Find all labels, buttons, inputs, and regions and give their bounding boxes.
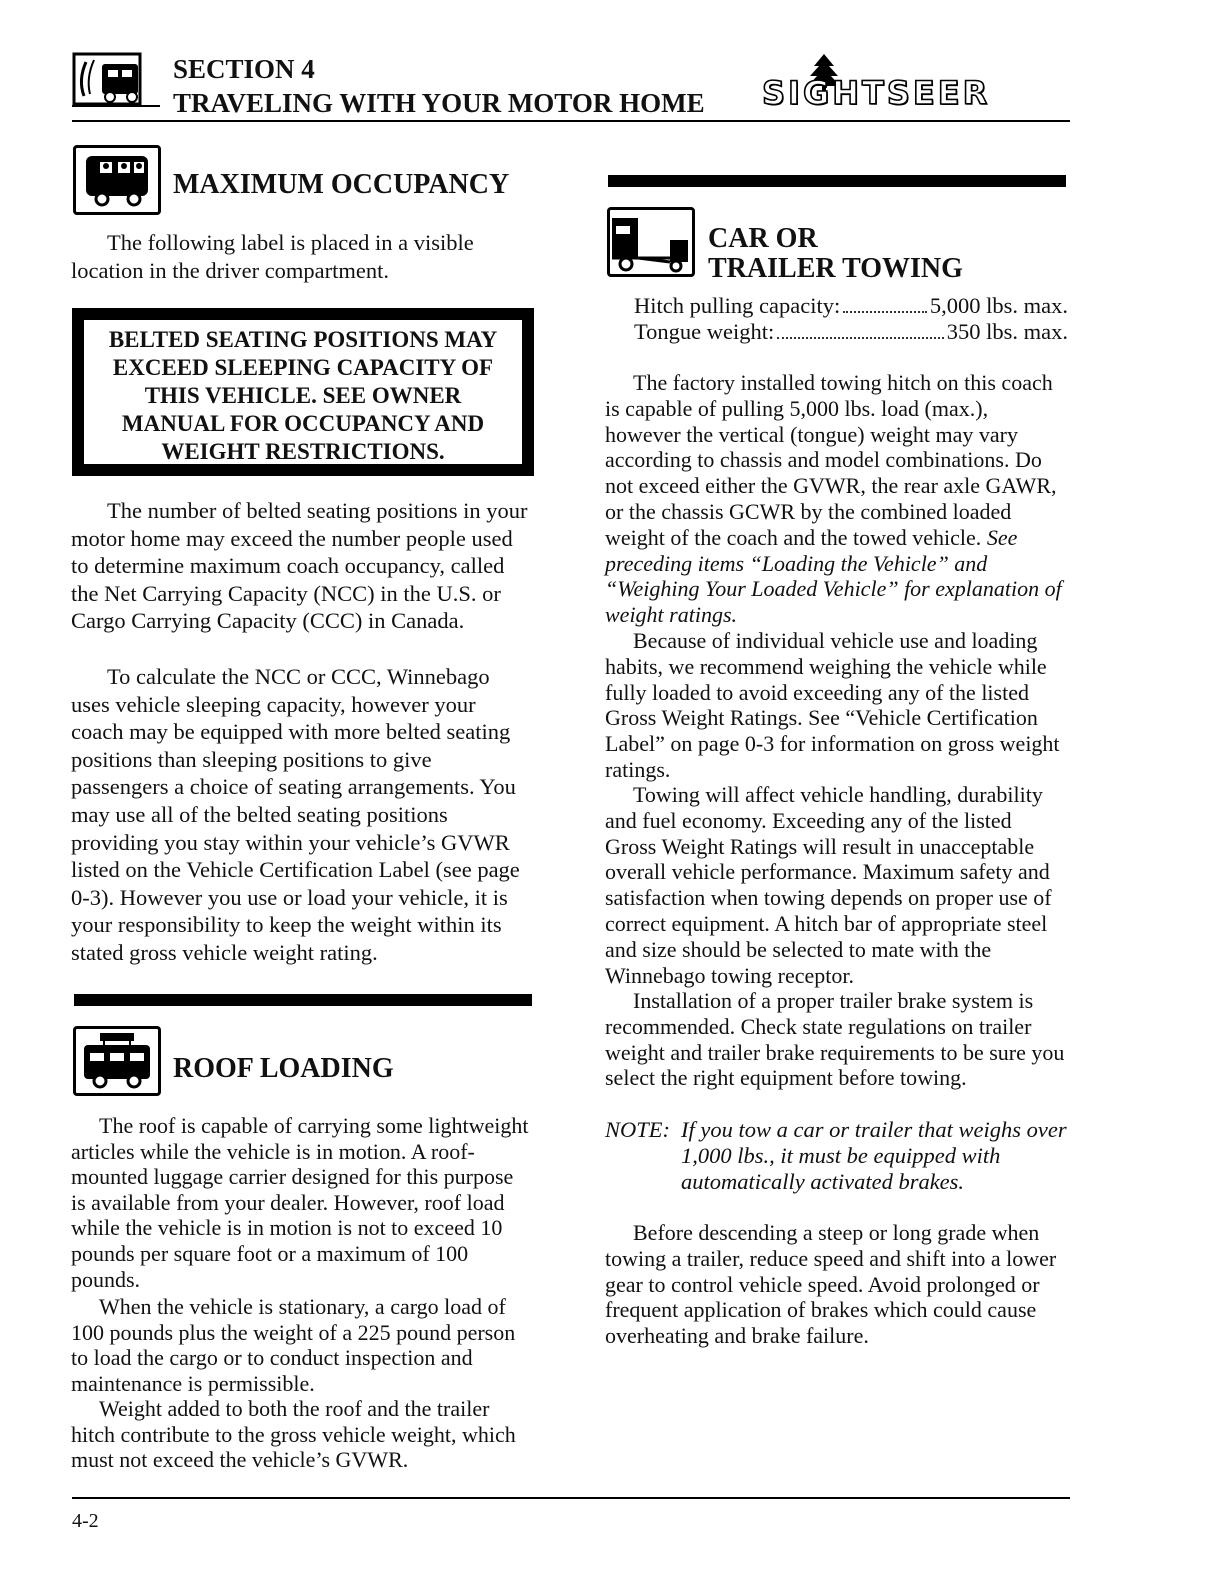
spec-row-tongue xyxy=(634,319,1068,345)
note-label: NOTE: xyxy=(605,1117,671,1142)
occupancy-paragraph-2: To calculate the NCC or CCC, Winnebago uses vehicle sleeping capacity, however your coach may be equipped with more belted seating positions than sleeping positions to give passengers a choice of seating arrangements. You may use all of the belted seating positions providing you stay within your vehicle’s GVWR listed on the Vehicle Certification Label (see page 0-3). However you use or load your vehicle, it is your responsibility to keep the weight within its stated gross vehicle weight rating. xyxy=(71,664,520,965)
section-divider-left xyxy=(74,994,532,1006)
motorhome-icon xyxy=(72,50,160,108)
logo-wordmark: SIGHTSEER xyxy=(762,74,991,112)
roof-paragraph-1: The roof is capable of carrying some lightweight articles while the vehicle is in motion. A roof-mounted luggage carrier designed for this purpose is available from your dealer. However, roof load while the vehicle is in motion is not to exceed 10 pounds per square foot or a maximum of 100 pounds. xyxy=(71,1113,529,1292)
footer-rule xyxy=(72,1497,1070,1499)
spec-label: Hitch pulling capacity: xyxy=(634,293,841,318)
roof-heading: ROOF LOADING xyxy=(173,1053,394,1084)
occupancy-heading: MAXIMUM OCCUPANCY xyxy=(173,169,510,200)
towing-paragraph-4: Installation of a proper trailer brake system is recommended. Check state regulations on trailer weight and trailer brake requirements to be sure you select the right equipment before towing. xyxy=(605,988,1065,1091)
header-rule xyxy=(72,120,1070,122)
spec-value: 5,000 lbs. max. xyxy=(929,293,1068,318)
leader-dots xyxy=(843,311,927,313)
roof-paragraph-3: Weight added to both the roof and the trailer hitch contribute to the gross vehicle weight, which must not exceed the vehicle’s GVWR. xyxy=(71,1396,516,1473)
page-title: TRAVELING WITH YOUR MOTOR HOME xyxy=(173,88,705,118)
towing-paragraph-1-reference: See preceding items “Loading the Vehicle” and “Weighing Your Loaded Vehicle” for explanation of weight ratings. xyxy=(605,524,1062,628)
brand-logo xyxy=(762,52,1072,114)
towing-icon-box xyxy=(607,207,695,277)
roof-icon-box xyxy=(73,1026,161,1096)
occupancy-paragraph-1: The number of belted seating positions in your motor home may exceed the number people used to determine maximum coach occupancy, called the Net Carrying Capacity (NCC) in the U.S. or Cargo Carrying Capacity (CCC) in Canada. xyxy=(71,498,528,634)
towing-paragraph-5: Before descending a steep or long grade when towing a trailer, reduce speed and shift into a lower gear to control vehicle speed. Avoid prolonged or frequent application of brakes which could cause overheating and brake failure. xyxy=(605,1220,1057,1349)
spec-row-hitch xyxy=(634,293,1068,319)
occupancy-label-box: BELTED SEATING POSITIONS MAY EXCEED SLEEPING CAPACITY OF THIS VEHICLE. SEE OWNER MANUAL FOR OCCUPANCY AND WEIGHT RESTRICTIONS. xyxy=(72,308,534,476)
page-number: 4-2 xyxy=(72,1510,99,1532)
towing-paragraph-2: Because of individual vehicle use and loading habits, we recommend weighing the vehicle while fully loaded to avoid exceeding any of the listed Gross Weight Ratings. See “Vehicle Certification Label” on page 0-3 for information on gross weight ratings. xyxy=(605,628,1060,782)
trailer-hitch-icon xyxy=(610,210,692,274)
spec-value: 350 lbs. max. xyxy=(946,319,1068,344)
note-text: If you tow a car or trailer that weighs over 1,000 lbs., it must be equipped with automatically activated brakes. xyxy=(681,1117,1067,1194)
roof-carrier-icon xyxy=(76,1029,158,1093)
occupancy-intro: The following label is placed in a visible location in the driver compartment. xyxy=(71,230,474,283)
occupancy-icon-box xyxy=(73,145,161,215)
towing-specs xyxy=(634,293,1068,345)
section-divider-right xyxy=(608,175,1066,187)
leader-dots xyxy=(777,337,943,339)
towing-paragraph-1 xyxy=(605,370,1067,628)
towing-heading-line-1: CAR OR xyxy=(708,223,818,254)
roof-paragraph-2: When the vehicle is stationary, a cargo load of 100 pounds plus the weight of a 225 pound person to load the cargo or to conduct inspection and maintenance is permissible. xyxy=(71,1294,516,1396)
towing-paragraph-3: Towing will affect vehicle handling, durability and fuel economy. Exceeding any of the listed Gross Weight Ratings will result in unacceptable overall vehicle performance. Maximum safety and satisfaction when towing depends on proper use of correct equipment. A hitch bar of appropriate steel and size should be selected to mate with the Winnebago towing receptor. xyxy=(605,782,1052,988)
towing-heading-line-2: TRAILER TOWING xyxy=(708,253,963,284)
passengers-icon xyxy=(76,148,158,212)
section-number: SECTION 4 xyxy=(173,54,315,84)
towing-paragraph-1-text: The factory installed towing hitch on this coach is capable of pulling 5,000 lbs. load (max.), however the vertical (tongue) weight may vary according to chassis and model combinations. Do not exceed either the GVWR, the rear axle GAWR, or the chassis GCWR by the combined loaded weight of the coach and the towed vehicle. xyxy=(605,370,1057,550)
section-icon xyxy=(72,50,160,108)
spec-label: Tongue weight: xyxy=(634,319,775,344)
